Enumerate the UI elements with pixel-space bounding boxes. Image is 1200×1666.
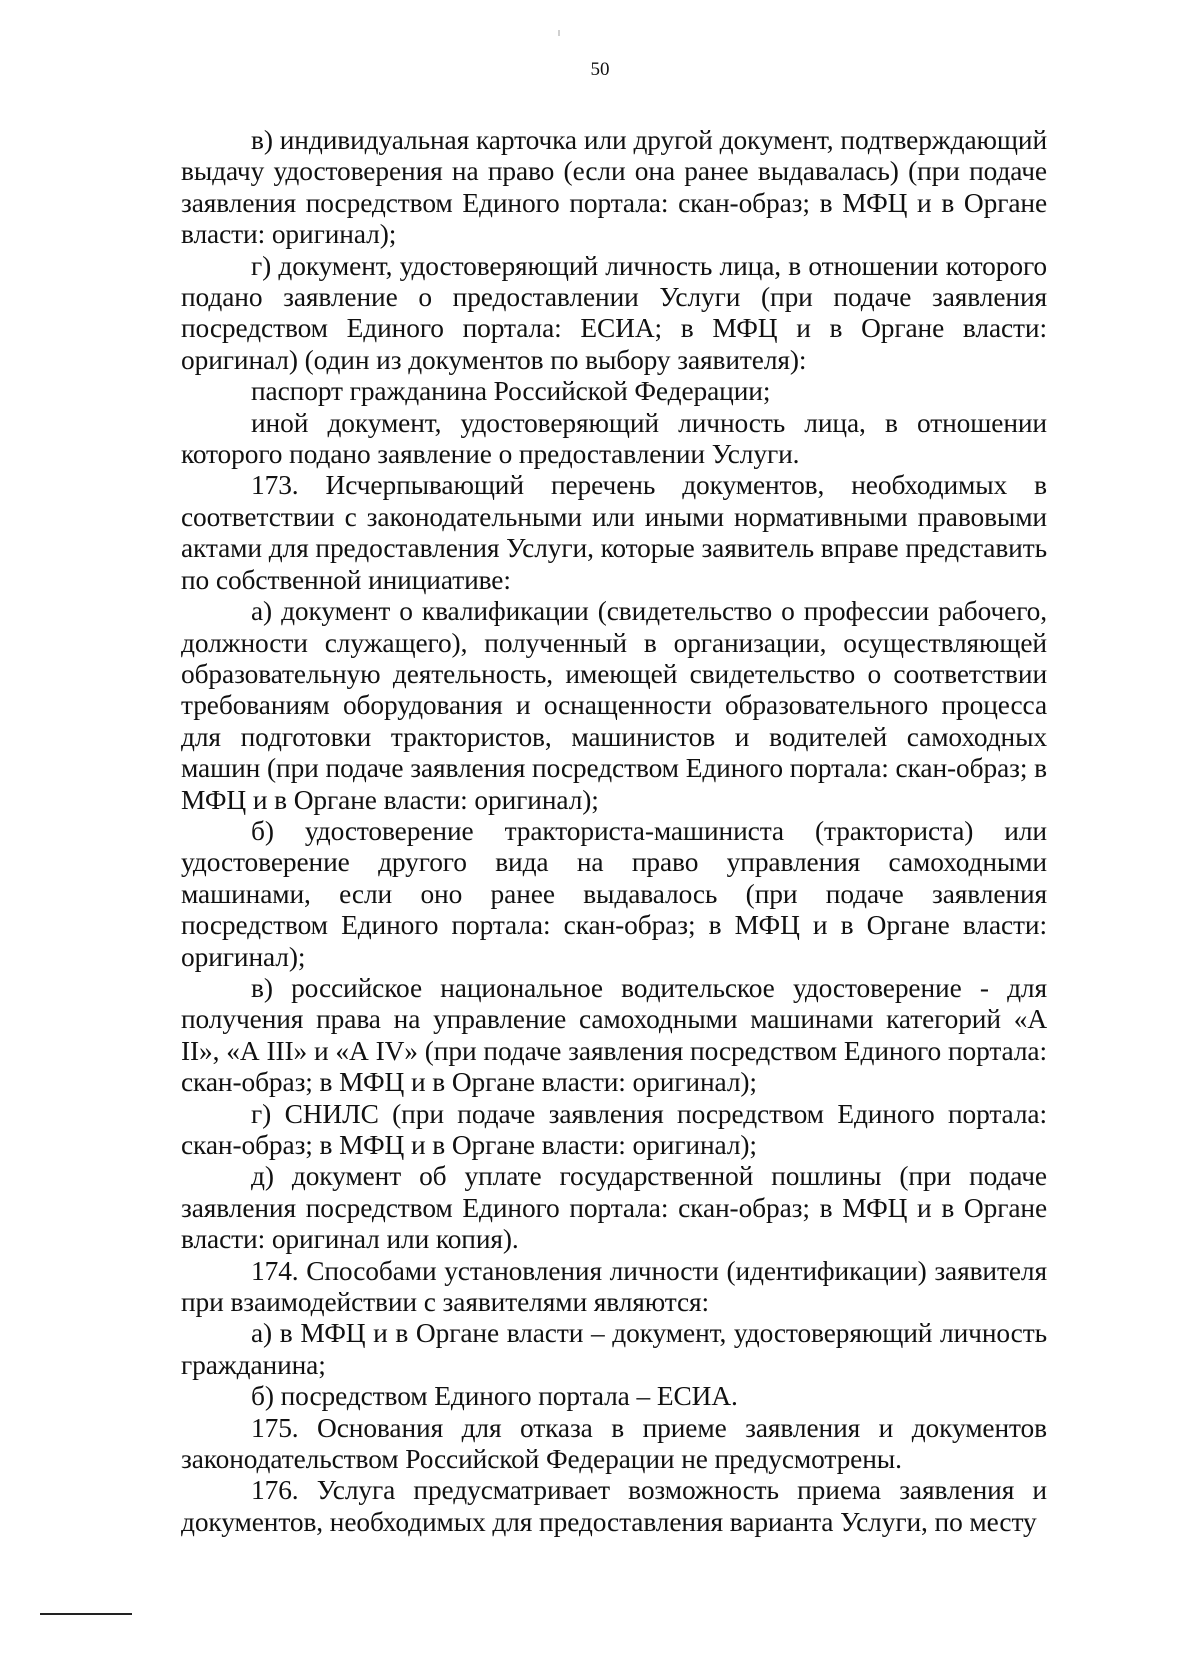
paragraph-identity-doc: г) документ, удостоверяющий личность лица, в отношении которого подано заявление о предоставлении Услуги (при подаче заявления посредством Единого портала: ЕСИА; в МФЦ и в Органе власти: оригинал) (один из документов по выбору заявителя):	[181, 250, 1047, 375]
scan-artifact-line	[40, 1613, 132, 1615]
paragraph-doc-card: в) индивидуальная карточка или другой документ, подтверждающий выдачу удостоверения на право (если она ранее выдавалась) (при подаче заявления посредством Единого портала: скан-образ; в МФЦ и в Органе власти: оригинал);	[181, 125, 1047, 250]
paragraph-175: 175. Основания для отказа в приеме заявления и документов законодательством Российской Федерации не предусмотрены.	[181, 1412, 1047, 1475]
paragraph-other-id: иной документ, удостоверяющий личность лица, в отношении которого подано заявление о предоставлении Услуги.	[181, 407, 1047, 470]
paragraph-173: 173. Исчерпывающий перечень документов, необходимых в соответствии с законодательными или иными нормативными правовыми актами для предоставления Услуги, которые заявитель вправе представить по собственной инициативе:	[181, 470, 1047, 595]
paragraph-state-fee: д) документ об уплате государственной пошлины (при подаче заявления посредством Единого портала: скан-образ; в МФЦ и в Органе власти: оригинал или копия).	[181, 1161, 1047, 1255]
paragraph-mfc-identity: а) в МФЦ и в Органе власти – документ, удостоверяющий личность гражданина;	[181, 1318, 1047, 1380]
page-number: 50	[590, 59, 610, 80]
paragraph-esia: б) посредством Единого портала – ЕСИА.	[251, 1381, 738, 1412]
paragraph-driver-license: в) российское национальное водительское удостоверение - для получения права на управление самоходными машинами категорий «А II», «А III» и «А IV» (при подаче заявления посредством Единого портала: скан-образ; в МФЦ и в Органе власти: оригинал);	[181, 972, 1047, 1098]
paragraph-174: 174. Способами установления личности (идентификации) заявителя при взаимодействии с заявителями являются:	[181, 1255, 1047, 1318]
paragraph-passport: паспорт гражданина Российской Федерации;	[251, 376, 771, 407]
scan-artifact	[558, 30, 560, 36]
document-body	[181, 125, 1047, 1538]
paragraph-176: 176. Услуга предусматривает возможность приема заявления и документов, необходимых для предоставления варианта Услуги, по месту	[181, 1475, 1047, 1537]
paragraph-snils: г) СНИЛС (при подаче заявления посредством Единого портала: скан-образ; в МФЦ и в Органе власти: оригинал);	[181, 1098, 1047, 1160]
paragraph-qualification-doc: а) документ о квалификации (свидетельство о профессии рабочего, должности служащего), полученный в организации, осуществляющей образовательную деятельность, имеющей свидетельство о соответствии требованиям оборудования и оснащенности образовательного процесса для подготовки трактористов, машинистов и водителей самоходных машин (при подаче заявления посредством Единого портала: скан-образ; в МФЦ и в Органе власти: оригинал);	[181, 596, 1047, 815]
paragraph-tractor-license: б) удостоверение тракториста-машиниста (тракториста) или удостоверение другого вида на право управления самоходными машинами, если оно ранее выдавалось (при подаче заявления посредством Единого портала: скан-образ; в МФЦ и в Органе власти: оригинал);	[181, 815, 1047, 972]
